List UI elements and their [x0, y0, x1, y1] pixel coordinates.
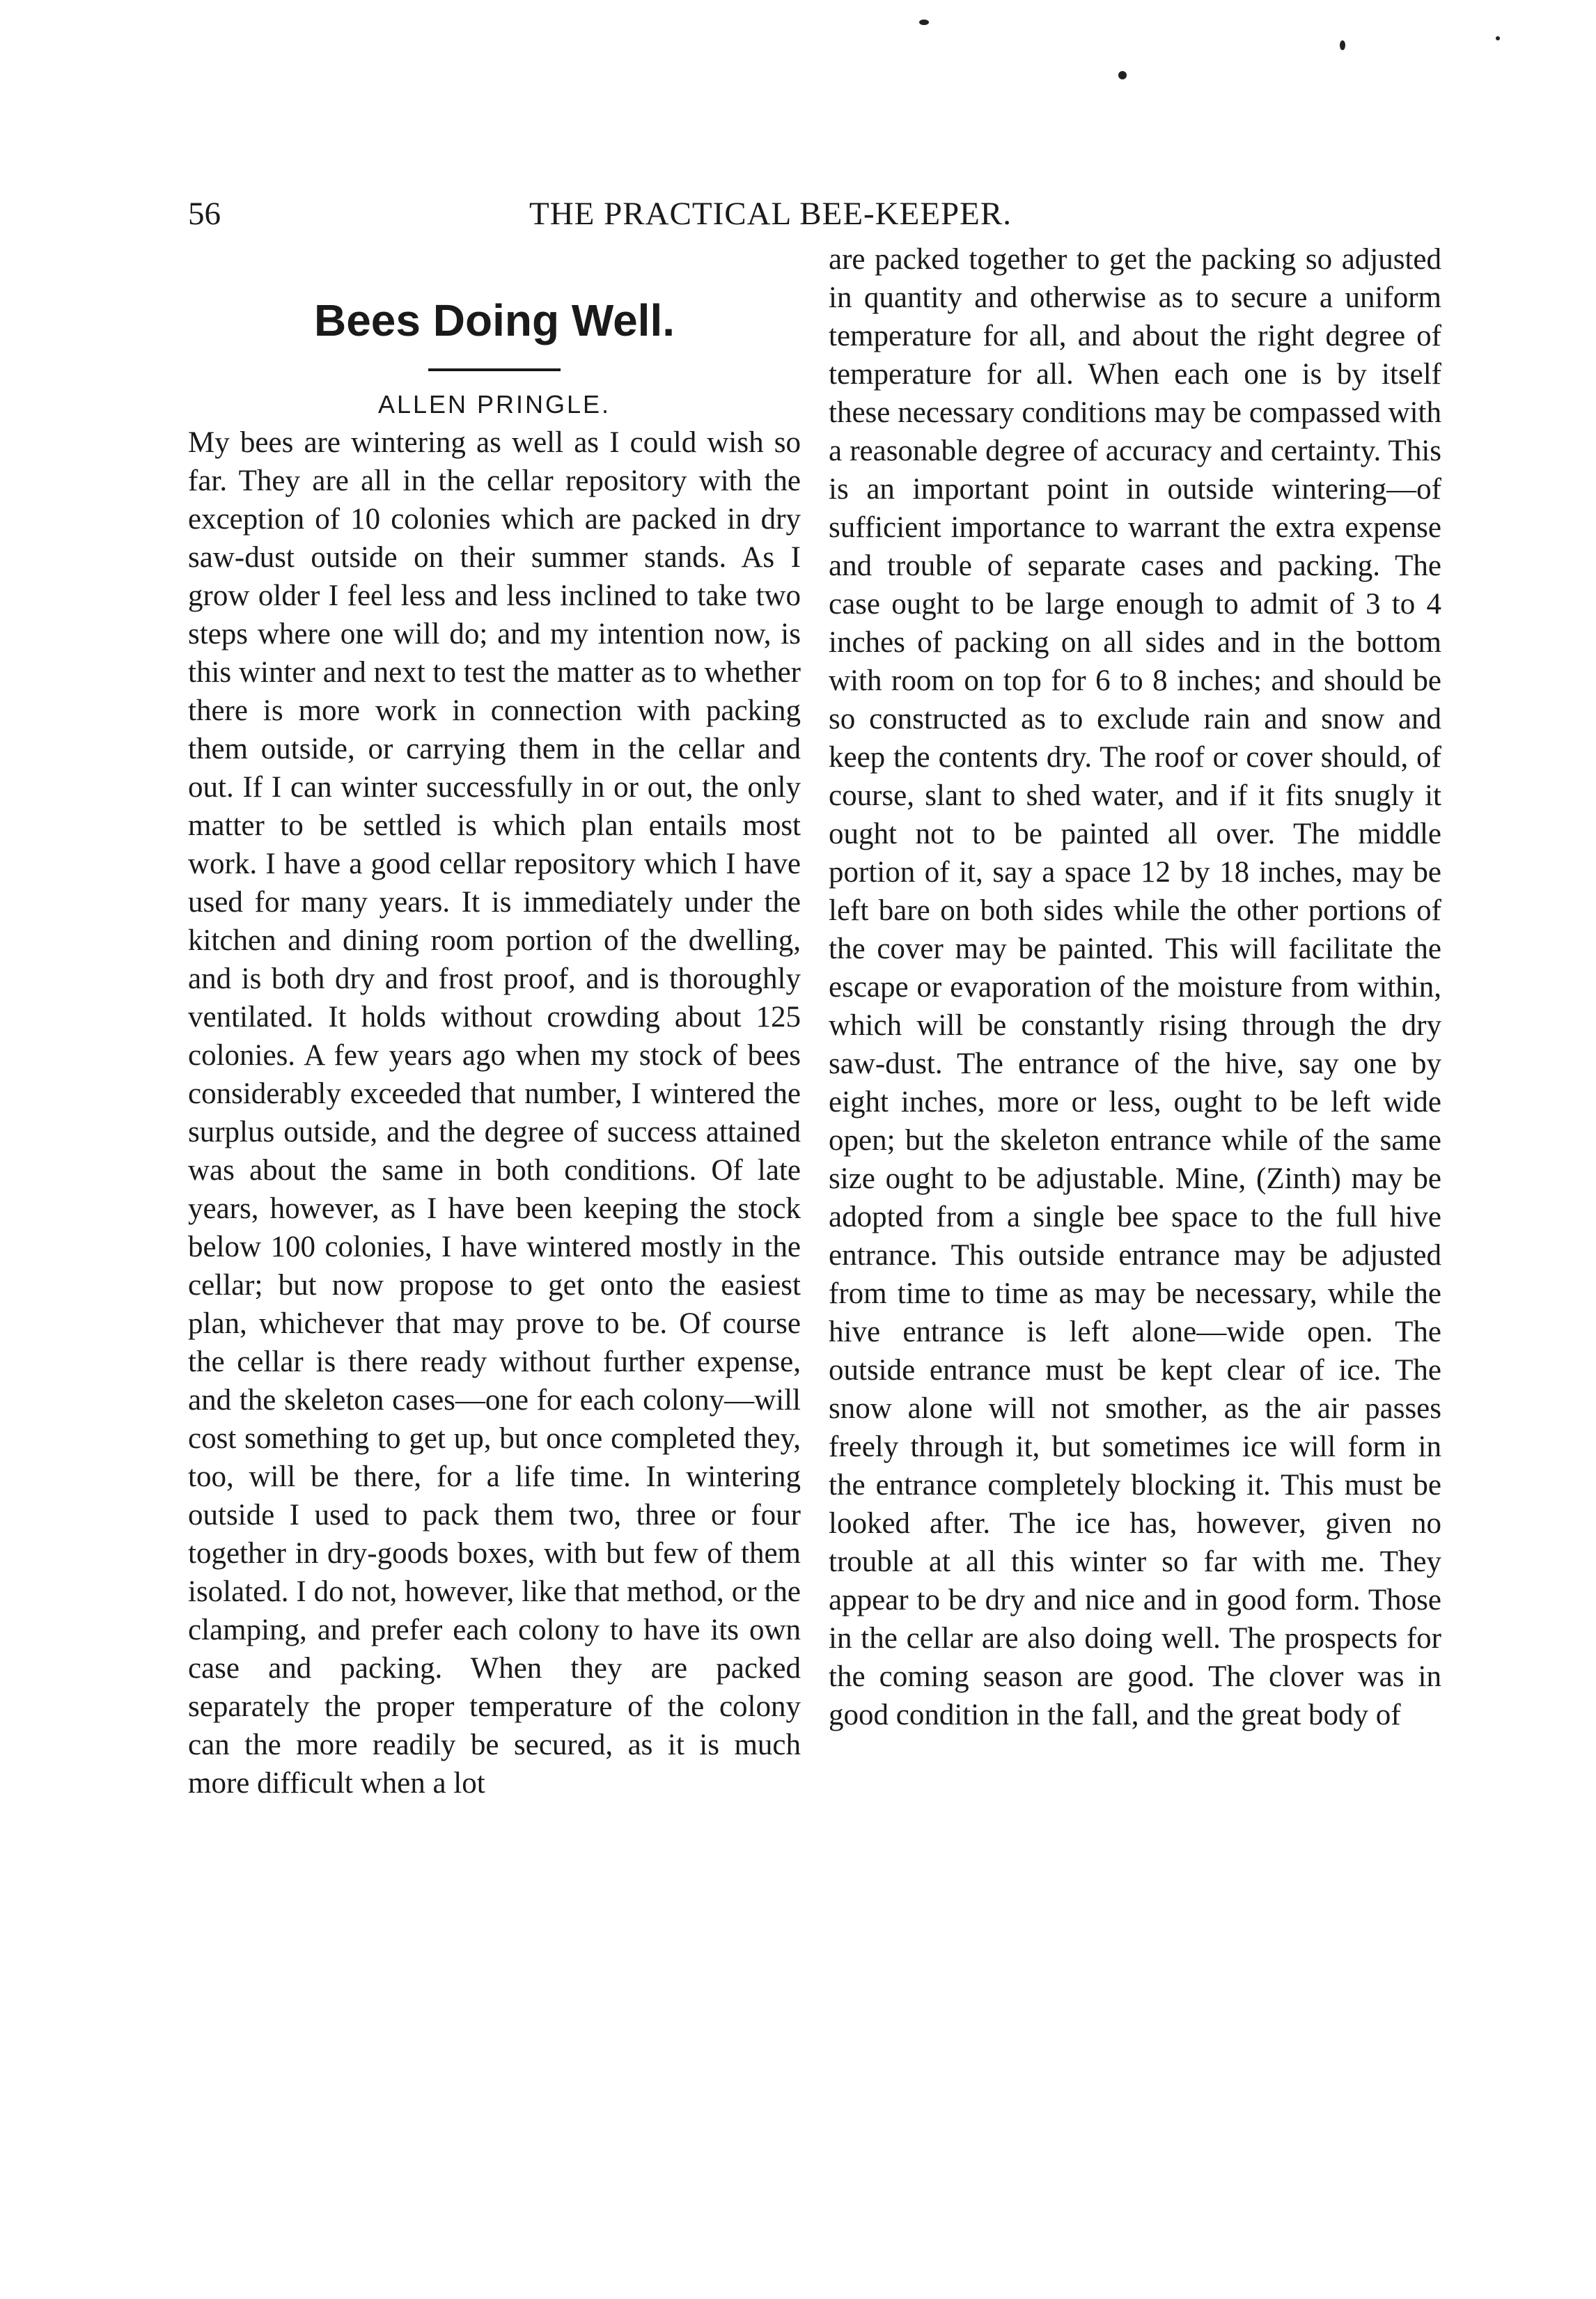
left-column: [188, 240, 801, 1802]
scan-speck: [919, 20, 929, 25]
body-text-left: My bees are wintering as well as I could wish so far. They are all in the cellar repository with the exception of 10 colonies which are packed in dry saw-dust outside on their summer stands. As I grow older I feel less and less inclined to take two steps where one will do; and my intention now, is this winter and next to test the matter as to whether there is more work in connection with packing them outside, or carrying them in the cellar and out. If I can winter successfully in or out, the only matter to be settled is which plan entails most work. I have a good cellar repository which I have used for many years. It is immediately under the kitchen and dining room portion of the dwelling, and is both dry and frost proof, and is thoroughly ventilated. It holds without crowding about 125 colonies. A few years ago when my stock of bees considerably exceeded that number, I wintered the surplus outside, and the degree of success attained was about the same in both conditions. Of late years, however, as I have been keeping the stock below 100 colonies, I have wintered mostly in the cellar; but now propose to get onto the easiest plan, whichever that may prove to be. Of course the cellar is there ready without further expense, and the skeleton cases—one for each colony—will cost something to get up, but once completed they, too, will be there, for a life time. In wintering outside I used to pack them two, three or four together in dry-goods boxes, with but few of them isolated. I do not, however, like that method, or the clamping, and prefer each colony to have its own case and packing. When they are packed separately the proper temperature of the colony can the more readily be secured, as it is much more difficult when a lot: [188, 426, 801, 1800]
right-column: [829, 240, 1441, 1734]
page-number: 56: [188, 196, 221, 232]
author-byline: ALLEN PRINGLE.: [377, 390, 611, 419]
page-header: [188, 189, 1121, 238]
article-title: Bees Doing Well.: [313, 295, 675, 345]
title-rule: [428, 368, 561, 371]
running-head: THE PRACTICAL BEE-KEEPER.: [529, 196, 1012, 232]
scan-speck: [1496, 36, 1500, 40]
scan-speck: [1340, 40, 1345, 50]
body-text-right: are packed together to get the packing so adjusted in quantity and otherwise as to secure a uniform temperature for all, and about the right degree of temperature for all. When each one is by itself these necessary conditions may be compassed with a reasonable degree of accuracy and certainty. This is an important point in outside wintering—of sufficient importance to warrant the extra expense and trouble of separate cases and packing. The case ought to be large enough to admit of 3 to 4 inches of packing on all sides and in the bottom with room on top for 6 to 8 inches; and should be so constructed as to exclude rain and snow and keep the contents dry. The roof or cover should, of course, slant to shed water, and if it fits snugly it ought not to be painted all over. The middle portion of it, say a space 12 by 18 inches, may be left bare on both sides while the other portions of the cover may be painted. This will facilitate the escape or evaporation of the moisture from within, which will be constantly rising through the dry saw-dust. The entrance of the hive, say one by eight inches, more or less, ought to be left wide open; but the skeleton entrance while of the same size ought to be adjustable. Mine, (Zinth) may be adopted from a single bee space to the full hive entrance. This outside entrance may be adjusted from time to time as may be necessary, while the hive entrance is left alone—wide open. The outside entrance must be kept clear of ice. The snow alone will not smother, as the air passes freely through it, but sometimes ice will form in the entrance completely blocking it. This must be looked after. The ice has, however, given no trouble at all this winter so far with me. They appear to be dry and nice and in good form. Those in the cellar are also doing well. The prospects for the coming season are good. The clover was in good condition in the fall, and the great body of: [829, 243, 1441, 1731]
scan-speck: [1118, 71, 1127, 79]
